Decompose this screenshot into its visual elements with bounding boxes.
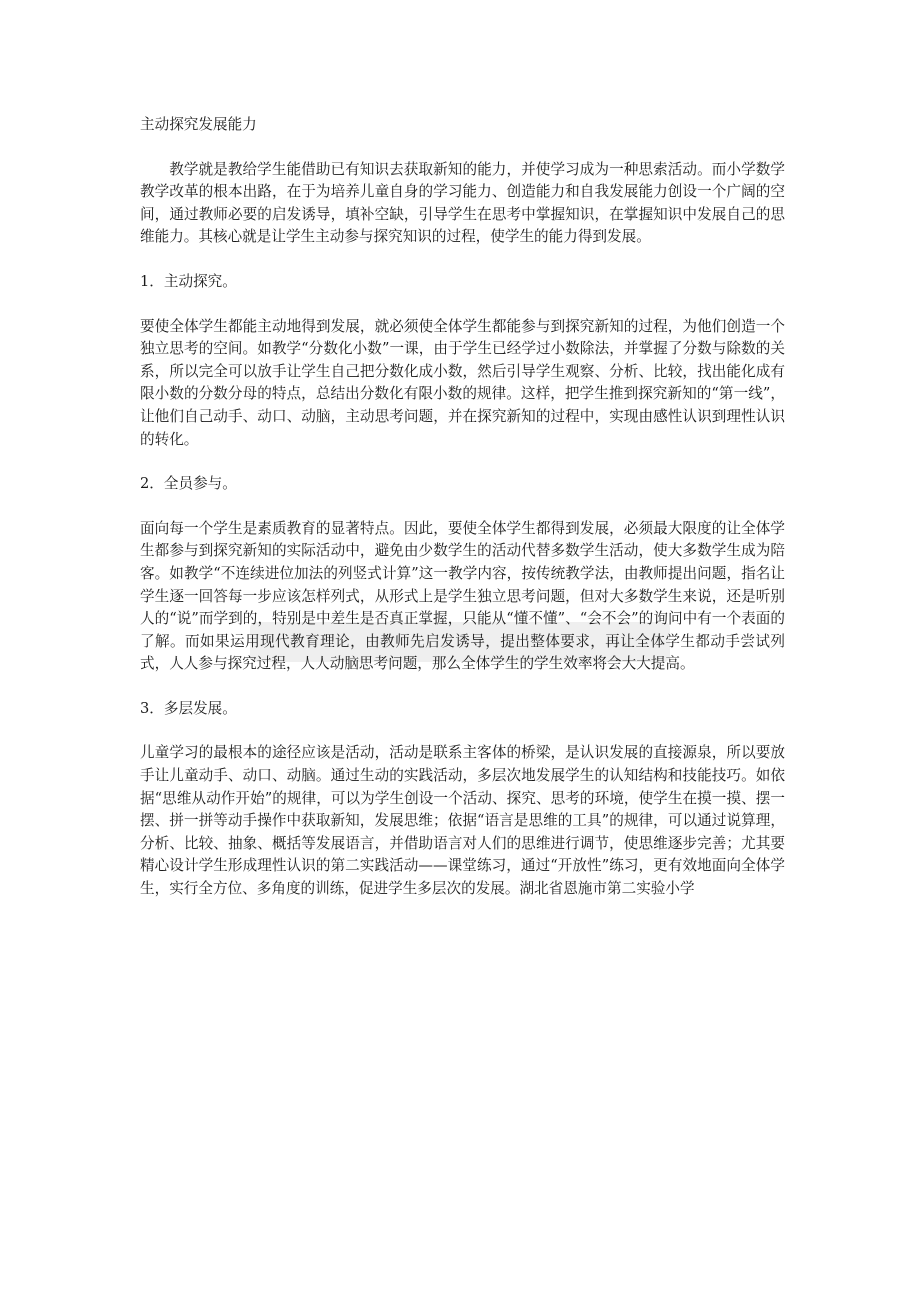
document-title: 主动探究发展能力: [140, 116, 257, 133]
section-heading-2: 2．全员参与。: [140, 475, 237, 493]
section-body-1: 要使全体学生都能主动地得到发展，就必须使全体学生都能参与到探究新知的过程，为他们创造一个独立思考的空间。如教学“分数化小数”一课，由于学生已经学过小数除法，并掌握了分数与除数的关系，所以完全可以放手让学生自己把分数化成小数，然后引导学生观察、分析、比较，找出能化成有限小数的分数分母的特点，总结出分数化有限小数的规律。这样，把学生推到探究新知的“第一线”，让他们自己动手、动口、动脑，主动思考问题，并在探究新知的过程中，实现由感性认识到理性认识的转化。: [140, 317, 785, 448]
intro-paragraph: 教学就是教给学生能借助已有知识去获取新知的能力，并使学习成为一种思索活动。而小学数学教学改革的根本出路，在于为培养儿童自身的学习能力、创造能力和自我发展能力创设一个广阔的空间，通过教师必要的启发诱导，填补空缺，引导学生在思考中掌握知识，在掌握知识中发展自己的思维能力。其核心就是让学生主动参与探究知识的过程，使学生的能力得到发展。: [140, 160, 785, 246]
section-body-2: 面向每一个学生是素质教育的显著特点。因此，要使全体学生都得到发展，必须最大限度的让全体学生都参与到探究新知的实际活动中，避免由少数学生的活动代替多数学生活动，使大多数学生成为陪客。如教学“不连续进位加法的列竖式计算”这一教学内容，按传统教学法，由教师提出问题，指名让学生逐一回答每一步应该怎样列式，从形式上是学生独立思考问题，但对大多数学生来说，还是听别人的“说”而学到的，特别是中差生是否真正掌握，只能从“懂不懂”、“会不会”的询问中有一个表面的了解。而如果运用现代教育理论，由教师先启发诱导，提出整体要求，再让全体学生都动手尝试列式，人人参与探究过程，人人动脑思考问题，那么全体学生的学生效率将会大大提高。: [140, 519, 785, 673]
section-heading-3: 3．多层发展。: [140, 699, 237, 717]
section-heading-1: 1．主动探究。: [140, 272, 237, 290]
document-page: [140, 114, 785, 923]
section-body-3: 儿童学习的最根本的途径应该是活动，活动是联系主客体的桥梁，是认识发展的直接源泉，所以要放手让儿童动手、动口、动脑。通过生动的实践活动，多层次地发展学生的认知结构和技能技巧。如依据“思维从动作开始”的规律，可以为学生创设一个活动、探究、思考的环境，使学生在摸一摸、摆一摆、拼一拼等动手操作中获取新知，发展思维；依据“语言是思维的工具”的规律，可以通过说算理，分析、比较、抽象、概括等发展语言，并借助语言对人们的思维进行调节，使思维逐步完善；尤其要精心设计学生形成理性认识的第二实践活动——课堂练习，通过“开放性”练习，更有效地面向全体学生，实行全方位、多角度的训练，促进学生多层次的发展。湖北省恩施市第二实验小学: [140, 744, 785, 898]
